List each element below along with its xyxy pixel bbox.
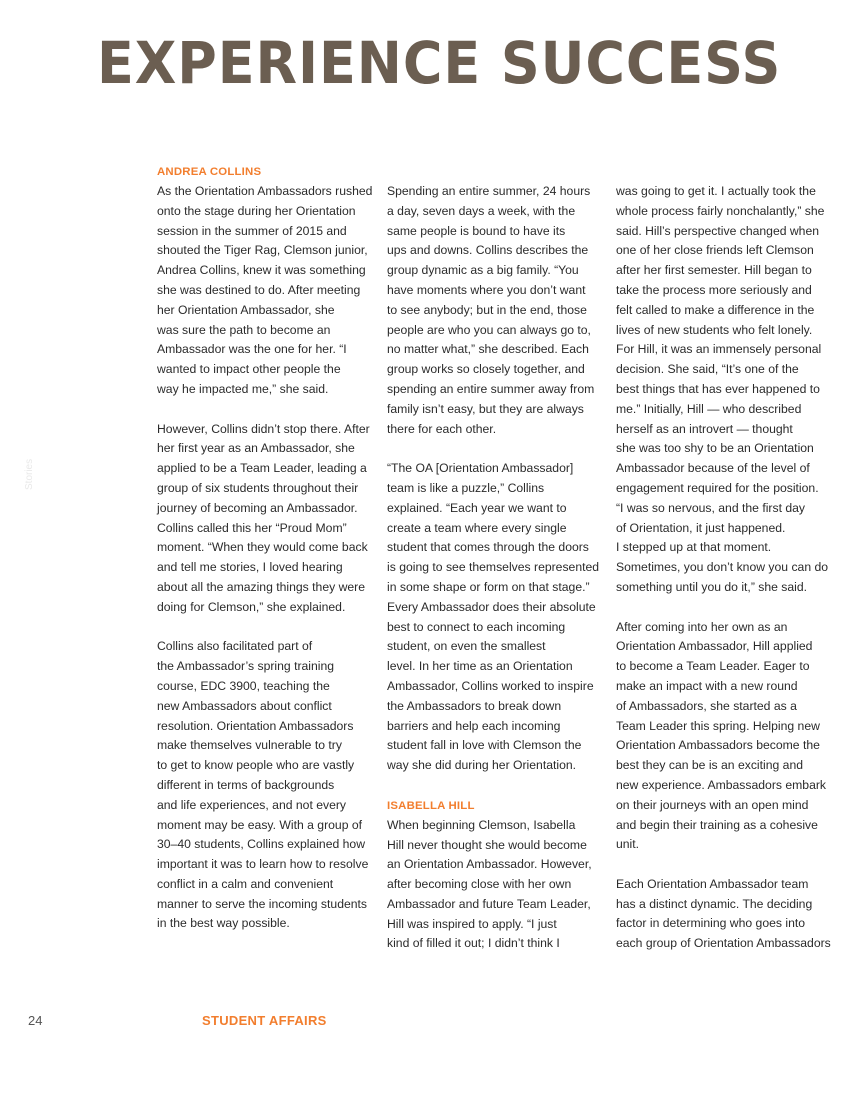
- paragraph: Each Orientation Ambassador team has a distinct dynamic. The deciding factor in determining who goes into each group of Orientation Ambassadors: [616, 876, 831, 951]
- paragraph: When beginning Clemson, Isabella Hill never thought she would become an Orientation Ambassador. However, after becoming close with her own Ambassador and future Team Leader, Hill was inspired to apply. “I just kind of filled it out; I didn’t think I: [387, 817, 592, 951]
- paragraph: Spending an entire summer, 24 hours a day, seven days a week, with the same people is bound to have its ups and downs. Collins describes the group dynamic as a big family. “You have moments where you don’t want to see anybody; but in the end, those people are who you can always go to, no matter what,” she described. Each group works so closely together, and spending an entire summer away from family isn’t easy, but they are always there for each other.: [387, 184, 595, 436]
- paragraph: As the Orientation Ambassadors rushed onto the stage during her Orientation session in the summer of 2015 and shouted the Tiger Rag, Clemson junior, Andrea Collins, knew it was something she was destined to do. After meeting her Orientation Ambassador, she was sure the path to become an Ambassador was the one for her. “I wanted to impact other people the way he impacted me,” she said.: [157, 184, 373, 396]
- section-heading-andrea-collins: ANDREA COLLINS: [157, 166, 262, 178]
- article-column-3: [616, 182, 836, 954]
- paragraph: However, Collins didn’t stop there. After her first year as an Ambassador, she applied to be a Team Leader, leading a group of six students throughout their journey of becoming an Ambassador. Collins called this her “Proud Mom” moment. “When they would come back and tell me stories, I loved hearing about all the amazing things they were doing for Clemson,” she explained.: [157, 421, 370, 614]
- page-title: EXPERIENCE SUCCESS: [97, 29, 782, 97]
- footer-section-label: STUDENT AFFAIRS: [202, 1013, 327, 1028]
- article-column-1: [157, 162, 381, 934]
- page-number: 24: [28, 1013, 43, 1028]
- paragraph: After coming into her own as an Orientation Ambassador, Hill applied to become a Team Leader. Eager to make an impact with a new round of Ambassadors, she started as a Team Leader this spring. Helping new Orientation Ambassadors become the best they can be is an exciting and new experience. Ambassadors embark on their journeys with an open mind and begin their training as a cohesive unit.: [616, 619, 827, 852]
- article-column-2: [387, 182, 611, 954]
- paragraph: Collins also facilitated part of the Ambassador’s spring training course, EDC 3900, teaching the new Ambassadors about conflict resolution. Orientation Ambassadors make themselves vulnerable to try to get to know people who are vastly different in terms of backgrounds and life experiences, and not every moment may be easy. With a group of 30–40 students, Collins explained how important it was to learn how to resolve conflict in a calm and convenient manner to serve the incoming students in the best way possible.: [157, 639, 369, 931]
- paragraph: “The OA [Orientation Ambassador] team is like a puzzle,” Collins explained. “Each year we want to create a team where every single student that comes through the doors is going to see themselves represented in some shape or form on that stage.” Every Ambassador does their absolute best to connect to each incoming student, on even the smallest level. In her time as an Orientation Ambassador, Collins worked to inspire the Ambassadors to break down barriers and help each incoming student fall in love with Clemson the way she did during her Orientation.: [387, 461, 600, 773]
- section-heading-isabella-hill: ISABELLA HILL: [387, 799, 475, 812]
- paragraph: was going to get it. I actually took the whole process fairly nonchalantly,” she said. Hill’s perspective changed when one of her close friends left Clemson after her first semester. Hill began to take the process more seriously and felt called to make a difference in the lives of new students who felt lonely. For Hill, it was an immensely personal decision. She said, “It’s one of the best things that has ever happened to me.” Initially, Hill — who described herself as an introvert — thought she was too shy to be an Orientation Ambassador because of the level of engagement required for the position. “I was so nervous, and the first day of Orientation, it just happened. I stepped up at that moment. Sometimes, you don’t know you can do something until you do it,” she said.: [616, 184, 829, 594]
- side-label: Stories: [24, 458, 35, 490]
